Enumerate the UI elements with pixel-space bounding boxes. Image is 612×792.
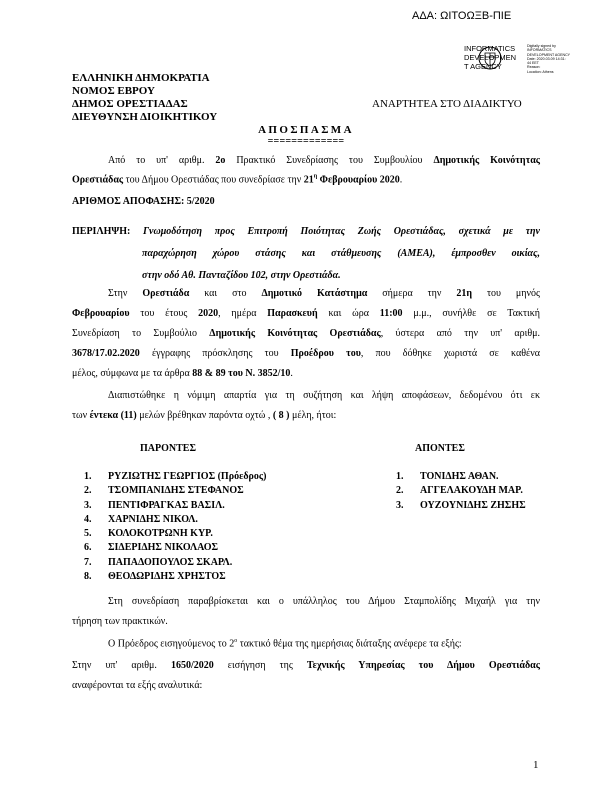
text: Διαπιστώθηκε η νόμιμη απαρτία για τη συζήτηση και λήψη αποφάσεων, δεδομένου ότι εκ bbox=[108, 390, 540, 401]
text: , που δόθηκε χωριστά σε καθένα bbox=[360, 348, 540, 359]
text: Φεβρουαρίου bbox=[72, 308, 130, 319]
summary-line: στην οδό Αθ. Πανταζίδου 102, στην Ορεστιάδα. bbox=[142, 270, 341, 281]
item-number: 1. bbox=[396, 471, 404, 482]
item-number: 2. bbox=[84, 485, 92, 497]
text: μ.μ., συνήλθε σε Τακτική bbox=[402, 308, 540, 319]
member-name: ΑΓΓΕΛΑΚΟΥΔΗ ΜΑΡ. bbox=[420, 485, 523, 497]
text: έντεκα (11) bbox=[89, 410, 137, 421]
header-line: ΝΟΜΟΣ ΕΒΡΟΥ bbox=[72, 85, 155, 97]
text: Δημοτικής Κοινότητας bbox=[433, 155, 541, 166]
decision-number: ΑΡΙΘΜΟΣ ΑΠΟΦΑΣΗΣ: 5/2020 bbox=[72, 196, 215, 207]
signature-line: Location: Athens bbox=[527, 69, 554, 74]
list-item bbox=[84, 499, 266, 513]
text: μελών βρέθηκαν παρόντα οχτώ , bbox=[136, 410, 273, 421]
member-name: ΚΟΛΟΚΟΤΡΩΝΗ ΚΥΡ. bbox=[108, 528, 213, 540]
present-members-list bbox=[84, 470, 266, 584]
text: Στη συνεδρίαση παραβρίσκεται και ο υπάλληλος του Δήμου Σταμπολίδης Μιχαήλ για την bbox=[108, 596, 540, 607]
text: τακτικό θέμα της ημερήσιας διάταξης ανέφερε τα εξής: bbox=[237, 638, 462, 650]
item-number: 3. bbox=[396, 499, 404, 511]
text: του έτους bbox=[129, 308, 199, 319]
signature-line: DEVELOPMENT AGENCY bbox=[527, 52, 571, 57]
present-heading: ΠΑΡΟΝΤΕΣ bbox=[140, 443, 196, 454]
list-item bbox=[84, 570, 266, 584]
member-name: ΟΥΖΟΥΝΙΔΗΣ ΖΗΣΗΣ bbox=[420, 499, 526, 511]
text: Ορεστιάδα bbox=[142, 288, 190, 299]
clerk-paragraph bbox=[72, 592, 540, 632]
list-item bbox=[84, 527, 266, 541]
text: Ο Πρόεδρος εισηγούμενος το 2 bbox=[108, 638, 235, 650]
text: Πρακτικό Συνεδρίασης του Συμβουλίου bbox=[225, 155, 434, 166]
text: Δημοτικής Κοινότητας Ορεστιάδας bbox=[209, 328, 381, 339]
text: και ώρα bbox=[317, 308, 380, 319]
signature-line: Reason: bbox=[527, 65, 541, 70]
text: του μηνός bbox=[472, 288, 541, 299]
member-name: ΠΕΝΤΙΦΡΑΓΚΑΣ ΒΑΣΙΛ. bbox=[108, 499, 225, 511]
summary-line: παραχώρηση χώρου στάσης και στάθμευσης (ΑΜΕΑ), έμπροσθεν οικίας, bbox=[142, 248, 540, 259]
text: 2020 bbox=[198, 308, 219, 319]
text: 2ο bbox=[215, 155, 226, 166]
text: 3678/17.02.2020 bbox=[72, 348, 140, 359]
ada-code: ΑΔΑ: ΩΙΤΟΩΞΒ-ΠΙΕ bbox=[412, 10, 512, 22]
signature-line: Date: 2020.03.09 14:31: bbox=[527, 56, 566, 61]
intro-paragraph bbox=[72, 152, 540, 188]
list-item bbox=[84, 470, 266, 484]
agenda-paragraph bbox=[108, 633, 462, 652]
posting-notice: ΑΝΑΡΤΗΤΕΑ ΣΤΟ ΔΙΑΔΙΚΤΥΟ bbox=[372, 98, 522, 110]
text: εισήγηση της bbox=[213, 660, 307, 671]
text: ο bbox=[234, 638, 238, 644]
member-name: ΣΙΔΕΡΙΔΗΣ ΝΙΚΟΛΑΟΣ bbox=[108, 542, 219, 554]
text: αναφέρονται τα εξής αναλυτικά: bbox=[72, 680, 203, 691]
text: Τεχνικής Υπηρεσίας του Δήμου Ορεστιάδας bbox=[306, 660, 540, 671]
document-title: ΑΠΟΣΠΑΣΜΑ bbox=[258, 124, 354, 136]
member-name: ΠΑΠΑΔΟΠΟΥΛΟΣ ΣΚΑΡΛ. bbox=[108, 556, 233, 568]
quorum-paragraph bbox=[72, 386, 540, 426]
list-item bbox=[396, 470, 526, 484]
text: των bbox=[72, 410, 90, 421]
list-item bbox=[84, 513, 266, 527]
text: 21 bbox=[303, 174, 314, 186]
member-name: ΡΥΖΙΩΤΗΣ ΓΕΩΡΓΙΟΣ (Πρόεδρος) bbox=[108, 471, 267, 482]
text: Παρασκευή bbox=[267, 308, 318, 319]
item-number: 1. bbox=[84, 471, 92, 482]
text: Ορεστιάδας bbox=[72, 174, 124, 186]
proposal-paragraph bbox=[72, 656, 540, 696]
item-number: 4. bbox=[84, 513, 92, 525]
member-name: ΤΣΟΜΠΑΝΙΔΗΣ ΣΤΕΦΑΝΟΣ bbox=[108, 485, 244, 497]
item-number: 5. bbox=[84, 528, 92, 540]
meeting-paragraph bbox=[72, 284, 540, 384]
absent-members-list bbox=[396, 470, 526, 513]
text: τήρηση των πρακτικών. bbox=[72, 616, 168, 627]
agency-line: INFORMATICS bbox=[464, 44, 516, 53]
text: 88 & 89 του Ν. 3852/10 bbox=[192, 368, 291, 379]
summary-line: Γνωμοδότηση προς Επιτροπή Ποιότητας Ζωής Ορεστιάδας, σχετικά με την bbox=[142, 226, 540, 237]
text: . bbox=[399, 174, 403, 186]
title-separator: ============= bbox=[267, 136, 345, 147]
text: Προέδρου του bbox=[290, 348, 361, 359]
text: η bbox=[313, 174, 318, 180]
list-item bbox=[84, 556, 266, 570]
member-name: ΧΑΡΝΙΔΗΣ ΝΙΚΟΛ. bbox=[108, 513, 198, 525]
text: , ύστερα από την υπ' αριθμ. bbox=[380, 328, 540, 339]
text: σήμερα την bbox=[367, 288, 457, 299]
text: , ημέρα bbox=[218, 308, 268, 319]
text: μέλη, ήτοι: bbox=[289, 410, 337, 421]
text: μέλος, σύμφωνα με τα άρθρα bbox=[72, 368, 193, 379]
text: Στην bbox=[108, 288, 143, 299]
member-name: ΤΟΝΙΔΗΣ ΑΘΑΝ. bbox=[420, 471, 499, 482]
text: Από το υπ' αριθμ. bbox=[108, 155, 216, 166]
item-number: 6. bbox=[84, 542, 92, 554]
list-item bbox=[396, 484, 526, 498]
text: 21η bbox=[456, 288, 473, 299]
text: . bbox=[290, 368, 293, 379]
signature-line: INFORMATICS bbox=[527, 48, 552, 53]
item-number: 3. bbox=[84, 499, 92, 511]
agency-line: T AGENCY bbox=[464, 62, 502, 71]
signature-line: Digitally signed by bbox=[527, 44, 556, 48]
member-name: ΘΕΟΔΩΡΙΔΗΣ ΧΡΗΣΤΟΣ bbox=[108, 571, 226, 583]
item-number: 2. bbox=[396, 485, 404, 497]
absent-heading: ΑΠΟΝΤΕΣ bbox=[415, 443, 465, 454]
header-line: ΔΙΕΥΘΥΝΣΗ ΔΙΟΙΚΗΤΙΚΟΥ bbox=[72, 111, 218, 123]
digital-signature-agency bbox=[464, 44, 524, 71]
list-item bbox=[396, 499, 526, 513]
text: Δημοτικό Κατάστημα bbox=[261, 288, 368, 299]
text: Συνεδρίαση το Συμβούλιο bbox=[72, 328, 210, 339]
text: και στο bbox=[189, 288, 262, 299]
signature-line: 44 EET bbox=[527, 61, 539, 66]
header-line: ΔΗΜΟΣ ΟΡΕΣΤΙΑΔΑΣ bbox=[72, 98, 188, 110]
list-item bbox=[84, 484, 266, 498]
text: Στην υπ' αριθμ. bbox=[72, 660, 171, 671]
list-item bbox=[84, 541, 266, 555]
text: 11:00 bbox=[379, 308, 403, 319]
text: Φεβρουαρίου 2020 bbox=[317, 174, 400, 186]
summary-label: ΠΕΡΙΛΗΨΗ: bbox=[72, 226, 143, 237]
agency-line: DEVELOPMEN bbox=[464, 53, 517, 62]
text: του Δήμου Ορεστιάδας που συνεδρίασε την bbox=[123, 174, 304, 186]
header-line: ΕΛΛΗΝΙΚΗ ΔΗΜΟΚΡΑΤΙΑ bbox=[72, 72, 210, 84]
text: ( 8 ) bbox=[272, 410, 290, 421]
summary bbox=[72, 221, 540, 287]
digital-signature-details bbox=[527, 44, 577, 74]
page-number: 1 bbox=[533, 759, 539, 771]
text: 1650/2020 bbox=[170, 660, 214, 671]
item-number: 8. bbox=[84, 571, 92, 583]
text: έγγραφης πρόσκλησης του bbox=[139, 348, 291, 359]
issuer-header bbox=[72, 72, 217, 124]
item-number: 7. bbox=[84, 556, 92, 568]
